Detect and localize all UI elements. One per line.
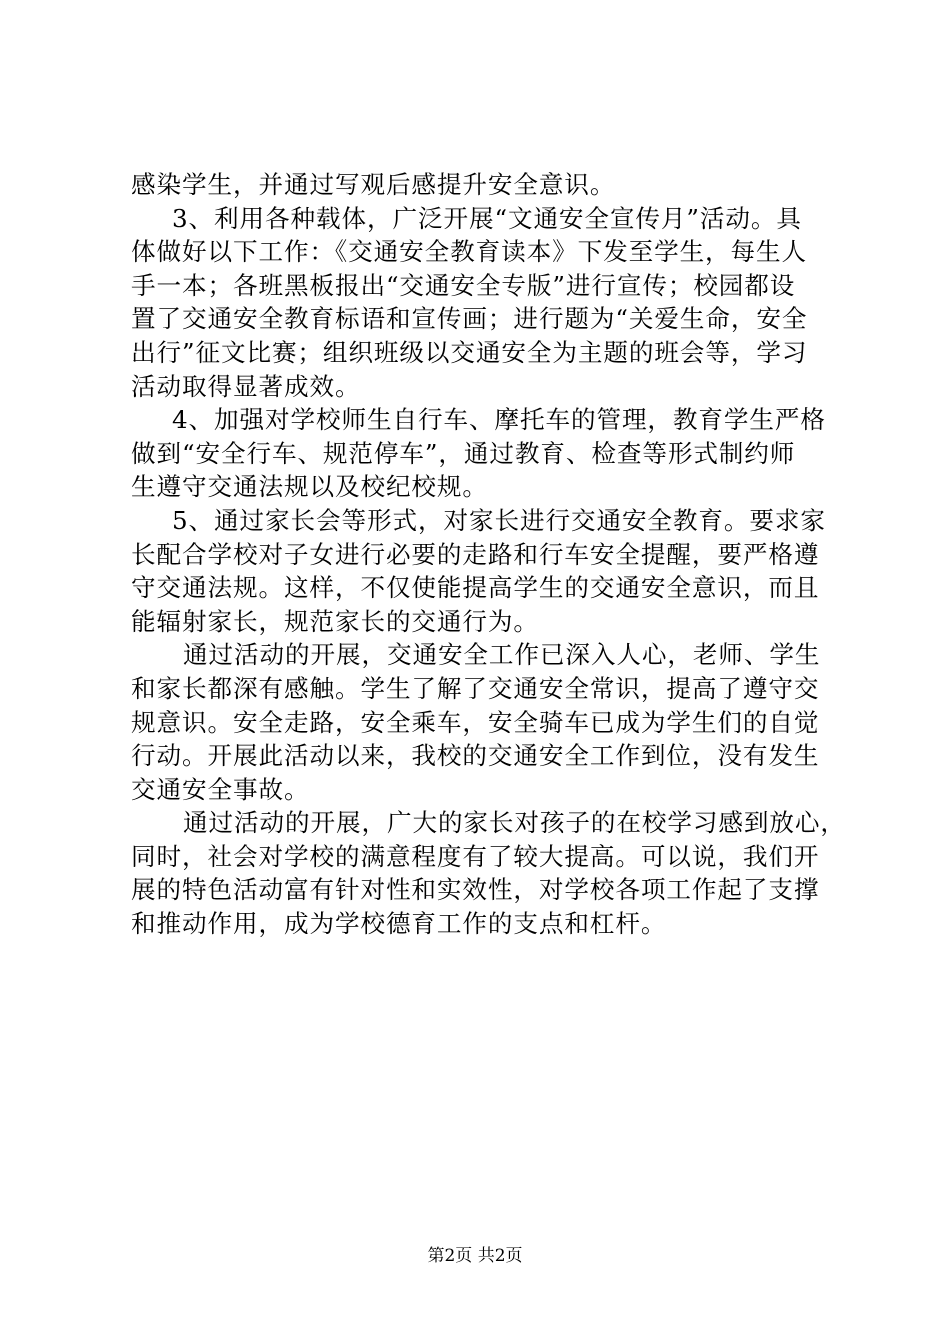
document-body — [131, 168, 846, 941]
text-line: 和家长都深有感触。学生了解了交通安全常识，提高了遵守交 — [131, 673, 820, 703]
text-line: 通过活动的开展，广大的家长对孩子的在校学习感到放心， — [183, 808, 846, 838]
text-line: 长配合学校对子女进行必要的走路和行车安全提醒，要严格遵 — [131, 539, 820, 569]
page-footer — [0, 1244, 950, 1268]
text-line: 守交通法规。这样，不仅使能提高学生的交通安全意识，而且 — [131, 573, 820, 603]
page-number: 第2页 共2页 — [427, 1246, 523, 1266]
text-line: 规意识。安全走路，安全乘车，安全骑车已成为学生们的自觉 — [131, 707, 820, 737]
text-line: 展的特色活动富有针对性和实效性，对学校各项工作起了支撑 — [131, 875, 820, 905]
text-line: 和推动作用，成为学校德育工作的支点和杠杆。 — [131, 909, 667, 939]
text-line: 通过活动的开展，交通安全工作已深入人心，老师、学生 — [183, 640, 821, 670]
text-line: 同时，社会对学校的满意程度有了较大提高。可以说，我们开 — [131, 841, 820, 871]
text-line: 行动。开展此活动以来，我校的交通安全工作到位，没有发生 — [131, 741, 820, 771]
text-line: 能辐射家长，规范家长的交通行为。 — [131, 606, 539, 636]
text-line: 手一本；各班黑板报出“交通安全专版”进行宣传；校园都设 — [131, 270, 796, 300]
text-line: 3、利用各种载体，广泛开展“文通安全宣传月”活动。具 — [172, 203, 802, 233]
text-line: 出行”征文比赛；组织班级以交通安全为主题的班会等，学习 — [131, 337, 808, 367]
text-line: 活动取得显著成效。 — [131, 371, 361, 401]
text-line: 4、加强对学校师生自行车、摩托车的管理，教育学生严格 — [172, 405, 826, 435]
text-line: 体做好以下工作：《交通安全教育读本》下发至学生，每生人 — [131, 237, 808, 267]
text-line: 感染学生，并通过写观后感提升安全意识。 — [131, 170, 616, 199]
text-line: 做到“安全行车、规范停车”，通过教育、检查等形式制约师 — [131, 438, 796, 468]
text-line: 生遵守交通法规以及校纪校规。 — [131, 472, 488, 502]
text-line: 5、通过家长会等形式，对家长进行交通安全教育。要求家 — [172, 505, 826, 535]
text-line: 交通安全事故。 — [131, 774, 310, 804]
text-line: 置了交通安全教育标语和宣传画；进行题为“关爱生命，安全 — [131, 304, 808, 334]
